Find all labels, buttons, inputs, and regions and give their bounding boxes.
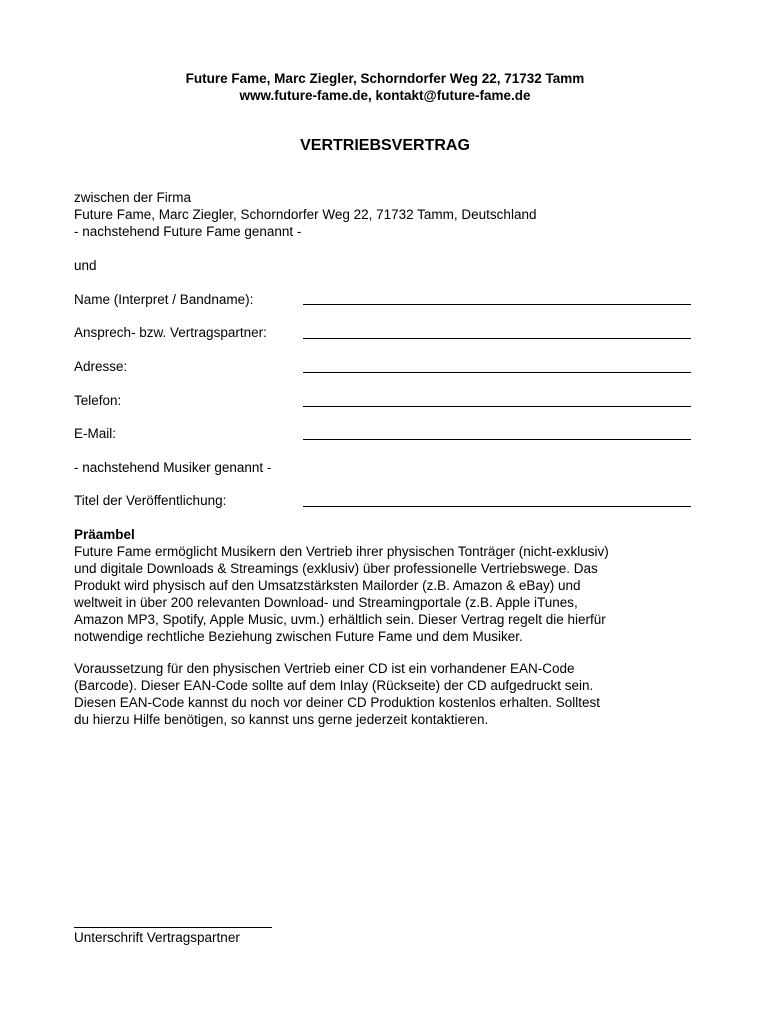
letterhead (0, 70, 770, 104)
preamble-line: Amazon MP3, Spotify, Apple Music, uvm.) erhältlich sein. Dieser Vertrag regelt die hierfür (74, 612, 606, 627)
requirement-section (74, 660, 704, 728)
requirement-line: du hierzu Hilfe benötigen, so kannst uns gerne jederzeit kontaktieren. (74, 712, 489, 727)
preamble-line: notwendige rechtliche Beziehung zwischen Future Fame und dem Musiker. (74, 629, 523, 644)
requirement-line: (Barcode). Dieser EAN-Code sollte auf dem Inlay (Rückseite) der CD aufgedruckt sein. (74, 678, 594, 693)
between-text: zwischen der Firma (74, 190, 192, 205)
field-label-name: Name (Interpret / Bandname): (74, 292, 254, 307)
and-text: und (74, 258, 97, 273)
company-contact: www.future-fame.de, kontakt@future-fame.de (239, 88, 531, 103)
field-label-contact-partner: Ansprech- bzw. Vertragspartner: (74, 325, 267, 340)
company-alias: - nachstehend Future Fame genannt - (74, 224, 302, 239)
preamble-line: und digitale Downloads & Streamings (exklusiv) über professionelle Vertriebswege. Das (74, 561, 598, 576)
field-label-address: Adresse: (74, 359, 128, 374)
preamble-section (74, 526, 704, 645)
phone-field[interactable] (303, 391, 691, 407)
signature-label: Unterschrift Vertragspartner (74, 930, 240, 945)
preamble-line: Future Fame ermöglicht Musikern den Vertrieb ihrer physischen Tonträger (nicht-exklusiv) (74, 544, 609, 559)
document-title: VERTRIEBSVERTRAG (300, 137, 470, 154)
preamble-line: Produkt wird physisch auf den Umsatzstärksten Mailorder (z.B. Amazon & eBay) und (74, 578, 581, 593)
name-field[interactable] (303, 289, 691, 305)
company-address: Future Fame, Marc Ziegler, Schorndorfer Weg 22, 71732 Tamm (185, 71, 585, 86)
contact-partner-field[interactable] (303, 323, 691, 339)
release-title-field[interactable] (303, 491, 691, 507)
company-text: Future Fame, Marc Ziegler, Schorndorfer Weg 22, 71732 Tamm, Deutschland (74, 207, 537, 222)
requirement-line: Voraussetzung für den physischen Vertrieb einer CD ist ein vorhandener EAN-Code (74, 661, 575, 676)
musician-alias: - nachstehend Musiker genannt - (74, 460, 272, 475)
field-label-release-title: Titel der Veröffentlichung: (74, 493, 227, 508)
requirement-line: Diesen EAN-Code kannst du noch vor deiner CD Produktion kostenlos erhalten. Solltest (74, 695, 601, 710)
parties-block (74, 189, 536, 240)
field-label-phone: Telefon: (74, 393, 122, 408)
preamble-heading: Präambel (74, 527, 135, 542)
field-label-email: E-Mail: (74, 426, 117, 441)
email-field[interactable] (303, 424, 691, 440)
preamble-line: weltweit in über 200 relevanten Download- und Streamingportale (z.B. Apple iTunes, (74, 595, 578, 610)
address-field[interactable] (303, 357, 691, 373)
signature-field[interactable] (74, 912, 272, 928)
